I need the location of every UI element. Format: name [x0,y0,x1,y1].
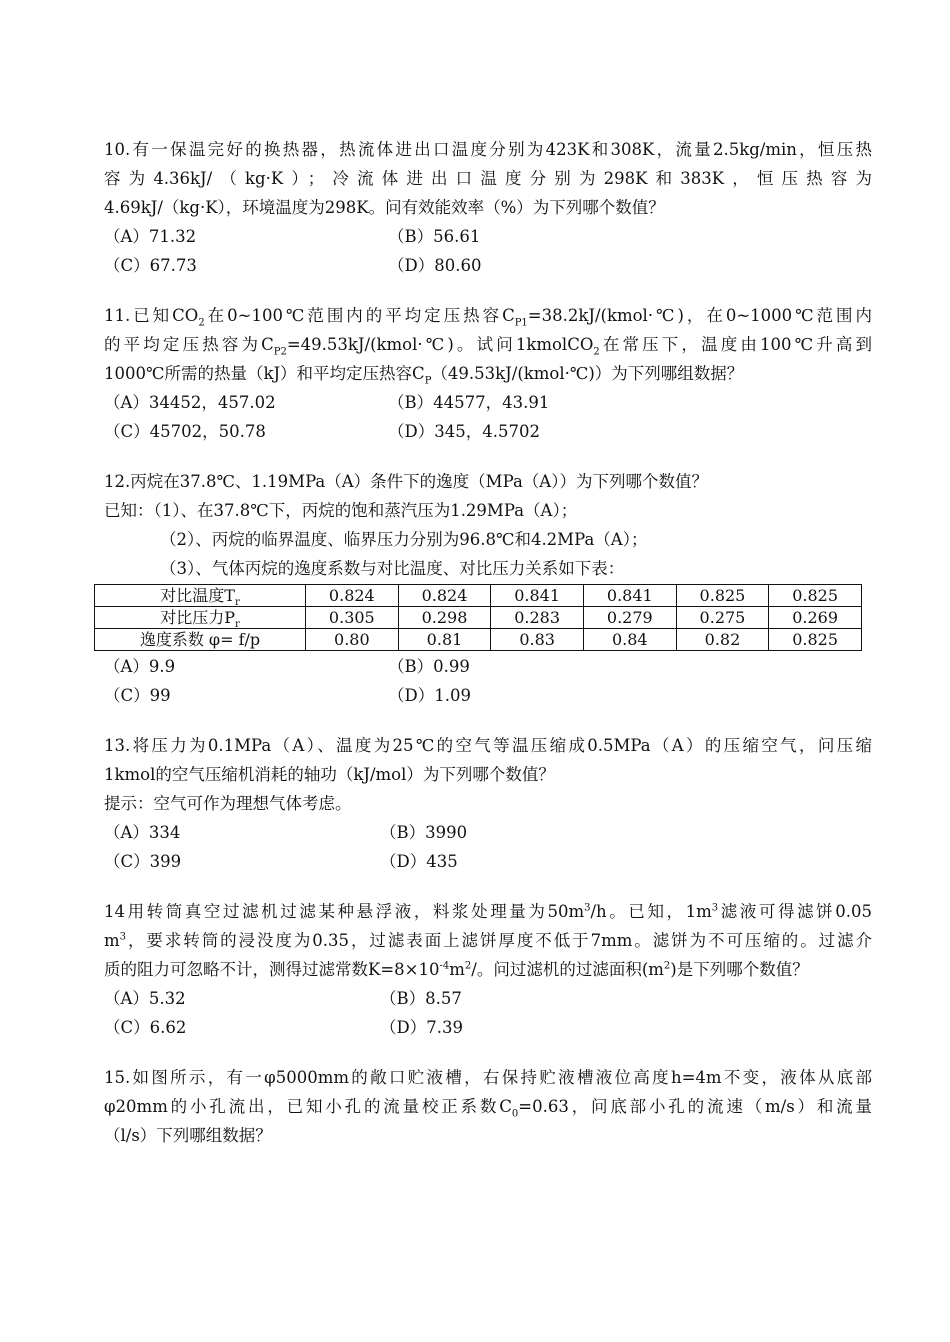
question-10-line-2: 容为4.36kJ/（kg·K）；冷流体进出口温度分别为298K和383K，恒压热容为 [104,169,872,188]
question-15-line-3: （l/s）下列哪组数据？ [104,1126,272,1145]
table-cell: 0.84 [583,629,676,651]
question-12-given-2: （2）、丙烷的临界温度、临界压力分别为96.8℃和4.2MPa（A）； [160,530,648,549]
table-cell: 0.80 [306,629,399,651]
table-cell: 0.305 [306,607,399,629]
table-row [95,629,862,651]
option-b[interactable]: （B）0.99 [388,657,470,676]
option-c[interactable]: （C）99 [104,686,171,705]
table-cell: 0.275 [676,607,769,629]
question-14-line-2: $m^3$，要求转筒的浸没度为0.35，过滤表面上滤饼厚度不低于7mm。滤饼为不可压缩的。过滤介 [104,931,872,950]
question-11-line-2: 的平均定压热容为$C_{P2}=49.53kJ/(kmol\cdot℃)$。试问1kmolCO$_2$在常压下，温度由100℃升高到 [104,335,873,358]
option-b[interactable]: （B）44577，43.91 [388,393,550,412]
question-12-line-1: 12.丙烷在37.8℃、1.19MPa（A）条件下的逸度（MPa（A））为下列哪个数值？ [104,472,708,491]
question-11-line-3: 1000℃所需的热量（kJ）和平均定压热容$C_P(49.53kJ/(kmol\cdot℃))$为下列哪组数据？ [104,364,744,387]
question-12-given-1: 已知：（1）、在37.8℃下，丙烷的饱和蒸汽压为1.29MPa（A）； [104,501,578,520]
table-cell: 0.841 [491,585,584,607]
question-11 [104,301,872,446]
option-d[interactable]: （D）345，4.5702 [388,422,540,441]
option-b[interactable]: （B）56.61 [388,227,481,246]
question-13-options [104,818,872,876]
question-10 [104,135,872,280]
question-12-options [104,652,872,710]
option-d[interactable]: （D）80.60 [388,256,482,275]
row-label-reduced-temperature: 对比温度$T_r$ [95,585,306,607]
table-cell: 0.83 [491,629,584,651]
question-15 [104,1063,872,1150]
question-15-line-1: 15.如图所示，有一φ5000mm的敞口贮液槽，右保持贮液槽液位高度h=4m不变，液体从底部 [104,1068,872,1087]
question-13-hint: 提示：空气可作为理想气体考虑。 [104,794,352,813]
option-b[interactable]: （B）8.57 [380,989,462,1008]
question-14 [104,897,872,1042]
table-cell: 0.269 [769,607,862,629]
option-a[interactable]: （A）5.32 [104,989,186,1008]
table-cell: 0.825 [769,585,862,607]
question-10-options [104,222,872,280]
question-13-line-1: 13.将压力为0.1MPa（A）、温度为25℃的空气等温压缩成0.5MPa（A）的压缩空气，问压缩 [104,736,872,755]
option-c[interactable]: （C）67.73 [104,256,197,275]
table-cell: 0.298 [398,607,491,629]
row-label-fugacity-coefficient: 逸度系数 φ= f/p [95,629,306,651]
option-a[interactable]: （A）9.9 [104,657,176,676]
table-cell: 0.825 [676,585,769,607]
question-11-options [104,388,872,446]
question-14-line-1: 14用转筒真空过滤机过滤某种悬浮液，料浆处理量为$50m^3/h$。已知，$1m^3$滤液可得滤饼0.05 [104,902,872,921]
question-10-line-3: 4.69kJ/（kg·K），环境温度为298K。问有效能效率（%）为下列哪个数值？ [104,198,665,217]
question-15-line-2: φ20mm的小孔流出，已知小孔的流量校正系数$C_0=0.63$，问底部小孔的流速（m/s）和流量 [104,1097,872,1120]
option-c[interactable]: （C）45702，50.78 [104,422,266,441]
question-14-line-3: 质的阻力可忽略不计，测得过滤常数$K=8\times 10^{-4}m^2/$。问过滤机的过滤面积$(m^2)$是下列哪个数值？ [104,960,809,979]
table-cell: 0.279 [583,607,676,629]
exam-page [104,135,872,1171]
table-row [95,607,862,629]
option-d[interactable]: （D）1.09 [388,686,471,705]
question-12 [104,467,872,710]
table-row [95,585,862,607]
option-a[interactable]: （A）34452，457.02 [104,393,276,412]
question-14-options [104,984,872,1042]
option-d[interactable]: （D）435 [380,852,458,871]
question-11-line-1: 11.已知$CO_2$在0~100℃范围内的平均定压热容$C_{P1}=38.2kJ/(kmol\cdot℃)$，在0~1000℃范围内 [104,306,872,329]
table-cell: 0.82 [676,629,769,651]
fugacity-table [94,584,862,651]
option-a[interactable]: （A）71.32 [104,227,197,246]
table-cell: 0.825 [769,629,862,651]
option-c[interactable]: （C）399 [104,852,182,871]
option-b[interactable]: （B）3990 [380,823,468,842]
option-d[interactable]: （D）7.39 [380,1018,463,1037]
table-cell: 0.81 [398,629,491,651]
question-12-given-3: （3）、气体丙烷的逸度系数与对比温度、对比压力关系如下表： [160,559,625,578]
question-13-line-2: 1kmol的空气压缩机消耗的轴功（kJ/mol）为下列哪个数值？ [104,765,555,784]
question-13 [104,731,872,876]
table-cell: 0.824 [306,585,399,607]
option-c[interactable]: （C）6.62 [104,1018,187,1037]
option-a[interactable]: （A）334 [104,823,181,842]
table-cell: 0.841 [583,585,676,607]
table-cell: 0.283 [491,607,584,629]
row-label-reduced-pressure: 对比压力$P_r$ [95,607,306,629]
table-cell: 0.824 [398,585,491,607]
question-10-line-1: 10.有一保温完好的换热器，热流体进出口温度分别为423K和308K，流量2.5kg/min，恒压热 [104,140,872,159]
